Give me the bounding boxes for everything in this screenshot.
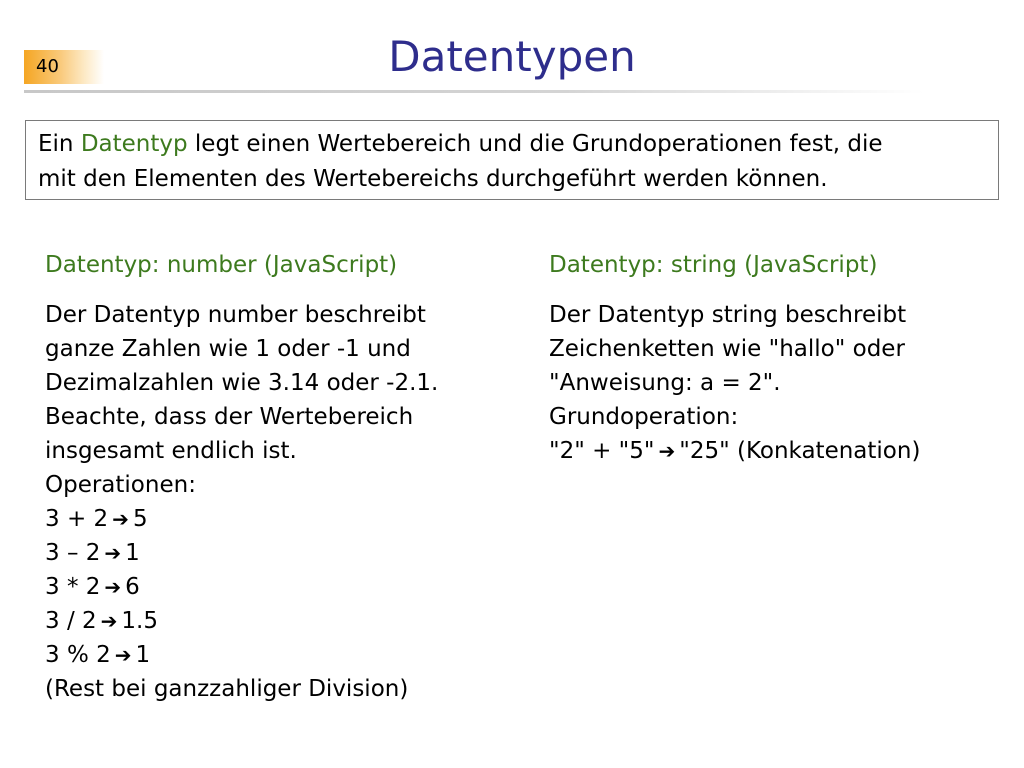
operation-example <box>45 502 505 536</box>
definition-line-1 <box>38 127 986 162</box>
description-line: "Anweisung: a = 2". <box>549 370 781 396</box>
operation-result: 1 <box>135 642 151 668</box>
number-type-heading: Datentyp: number (JavaScript) <box>45 252 398 278</box>
description-line: Der Datentyp string beschreibt <box>549 302 907 328</box>
description-line: Der Datentyp number beschreibt <box>45 302 426 328</box>
operation-result: 6 <box>125 574 140 600</box>
page-number: 40 <box>36 56 59 77</box>
description-line: insgesamt endlich ist. <box>45 438 297 464</box>
right-arrow-icon: ➔ <box>104 541 122 565</box>
operation-example <box>45 570 505 604</box>
operation-example <box>45 536 505 570</box>
right-arrow-icon: ➔ <box>114 643 132 667</box>
description-line: Beachte, dass der Wertebereich <box>45 404 414 430</box>
definition-box <box>25 120 999 200</box>
slide-title: Datentypen <box>388 32 636 81</box>
operation-expression: "2" + "5" <box>549 438 655 464</box>
operation-label: Grundoperation: <box>549 404 739 430</box>
operation-expression: 3 + 2 <box>45 506 109 532</box>
operation-expression: 3 / 2 <box>45 608 97 634</box>
operation-result: 1 <box>125 540 140 566</box>
description-line: Zeichenketten wie "hallo" oder <box>549 336 905 362</box>
title-divider <box>24 90 924 93</box>
description-line: Dezimalzahlen wie 3.14 oder -2.1. <box>45 370 439 396</box>
operation-expression: 3 % 2 <box>45 642 111 668</box>
operation-result: 5 <box>132 506 148 532</box>
number-type-column <box>45 248 505 706</box>
right-arrow-icon: ➔ <box>104 575 122 599</box>
right-arrow-icon: ➔ <box>112 507 129 531</box>
right-arrow-icon: ➔ <box>658 439 676 463</box>
operation-example <box>45 604 505 638</box>
operations-label: Operationen: <box>45 472 196 498</box>
operation-example <box>45 638 505 672</box>
operation-example <box>549 434 1009 468</box>
definition-line-2: mit den Elementen des Wertebereichs durchgeführt werden können. <box>38 166 828 192</box>
definition-text: Ein <box>38 131 81 157</box>
remainder-note: (Rest bei ganzzahliger Division) <box>45 676 409 702</box>
operation-result: "25" (Konkatenation) <box>679 438 921 464</box>
operation-expression: 3 * 2 <box>45 574 101 600</box>
definition-text: legt einen Wertebereich und die Grundoperationen fest, die <box>187 131 883 157</box>
string-type-heading: Datentyp: string (JavaScript) <box>549 252 878 278</box>
right-arrow-icon: ➔ <box>100 609 118 633</box>
operation-expression: 3 – 2 <box>45 540 101 566</box>
definition-term: Datentyp <box>80 131 188 157</box>
description-line: ganze Zahlen wie 1 oder -1 und <box>45 336 411 362</box>
string-type-column <box>549 248 1009 468</box>
operation-result: 1.5 <box>121 608 158 634</box>
